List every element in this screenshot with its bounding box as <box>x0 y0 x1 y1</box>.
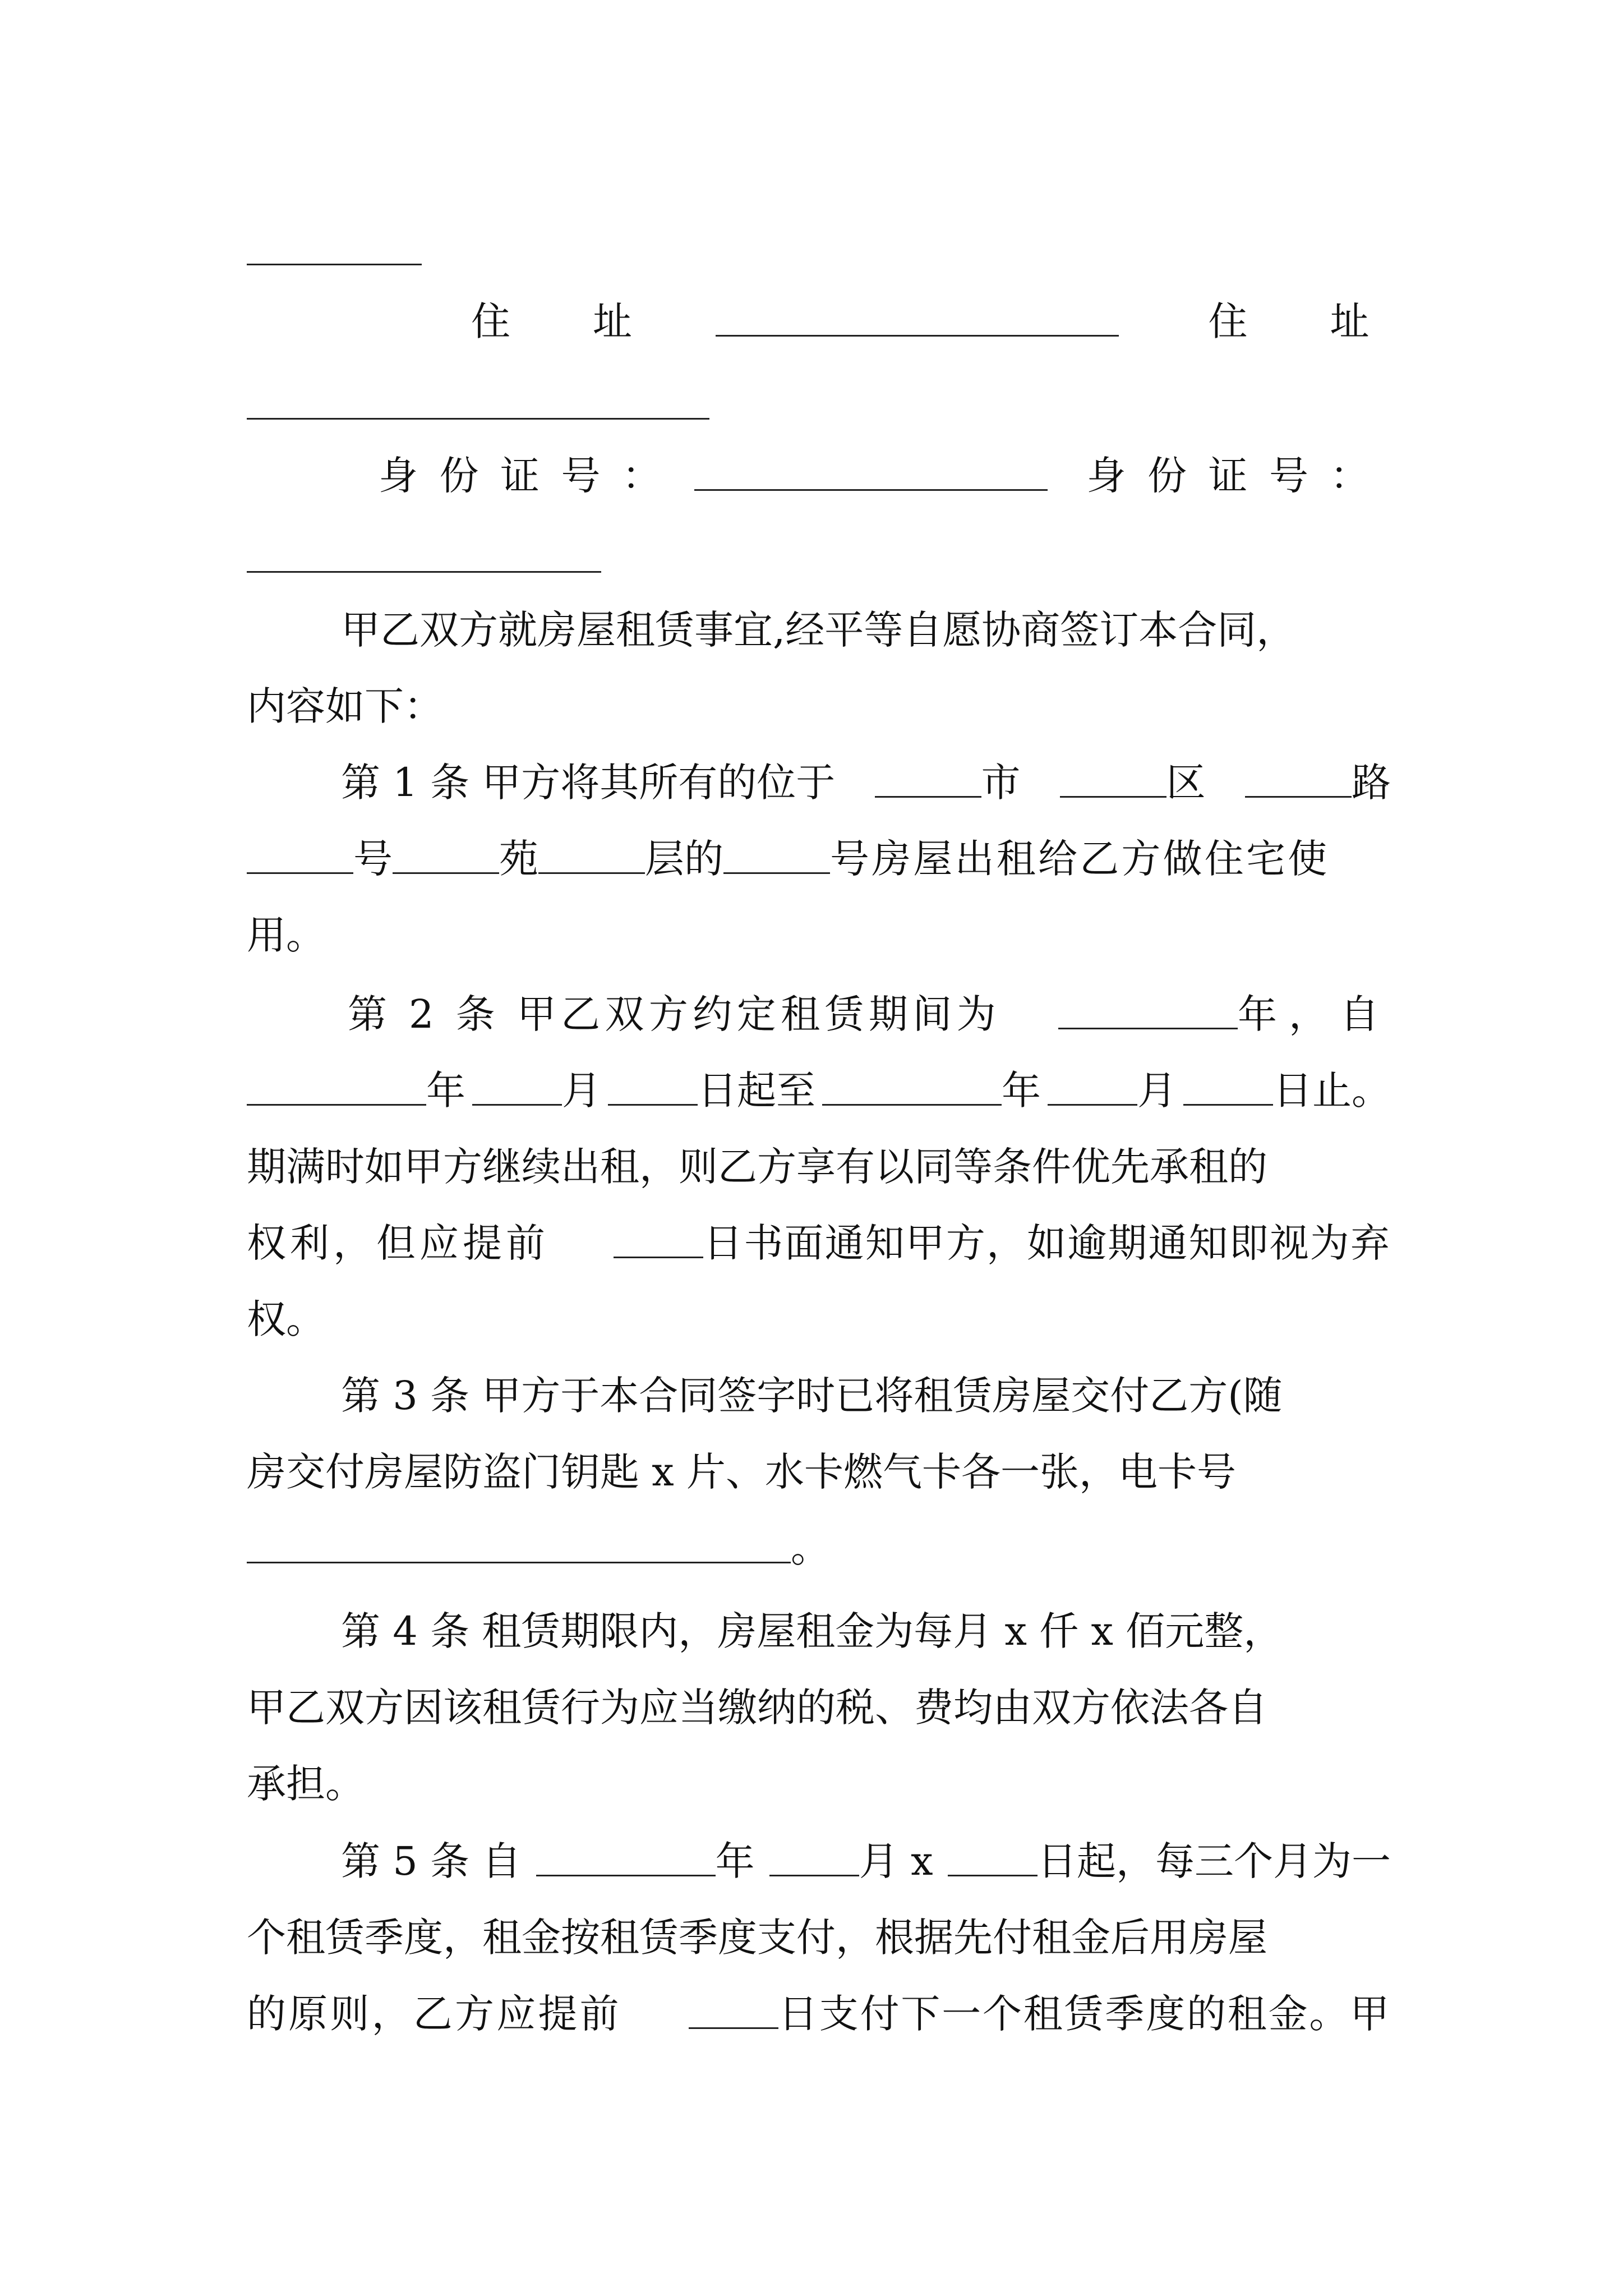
id-label-right: 身份证号： <box>1086 453 1391 499</box>
blank-pay-month <box>769 1875 859 1876</box>
blank-no <box>247 872 353 874</box>
art5-lead: 第 5 条 自 <box>341 1838 522 1884</box>
id-blank-left <box>694 489 1048 491</box>
blank-advance-days <box>689 2027 778 2029</box>
word-yuan: 苑 <box>499 836 538 882</box>
art2-line-5 <box>247 1281 1391 1358</box>
blank-meter-no <box>247 1562 791 1563</box>
blank-start-month <box>472 1104 562 1106</box>
art4-text-3: 承担。 <box>247 1761 365 1807</box>
blank-pay-year <box>536 1875 716 1876</box>
word-day-to: 日止。 <box>1273 1068 1391 1114</box>
address-label-right: 住 址 <box>1208 298 1391 344</box>
id-row <box>379 438 1391 514</box>
blank-pay-day <box>948 1875 1038 1876</box>
art2-text-5: 权。 <box>247 1296 325 1342</box>
blank-district <box>1060 796 1166 798</box>
art2-text-4a: 权利，但应提前 <box>247 1220 549 1266</box>
word-no: 号 <box>353 836 393 882</box>
art5-text-2: 个租赁季度，租金按租赁季度支付，根据先付租金后用房屋 <box>247 1915 1267 1961</box>
art2-text-4b: 日书面通知甲方，如逾期通知即视为弃 <box>703 1220 1391 1266</box>
word-year: 年 <box>715 1838 755 1884</box>
art5-text-3a: 的原则，乙方应提前 <box>247 1991 621 2037</box>
art4-text-1: 第 4 条 租赁期限内，房屋租金为每月 x 仟 x 佰元整， <box>341 1608 1283 1654</box>
address-blank-left <box>716 335 1119 337</box>
blank-end-day <box>1183 1104 1273 1106</box>
art4-line-2 <box>247 1669 1391 1746</box>
blank-floor <box>538 872 645 874</box>
blank-yuan <box>393 872 499 874</box>
art5-line-1 <box>341 1823 1391 1899</box>
word-year: 年 <box>426 1068 465 1114</box>
blank-room <box>723 872 830 874</box>
blank-end-year <box>822 1104 1002 1106</box>
word-district: 区 <box>1166 760 1206 806</box>
blank-notice-days <box>614 1257 703 1258</box>
word-day-from: 日起至 <box>698 1068 815 1114</box>
blank-line <box>247 264 422 265</box>
id-label-left: 身份证号： <box>379 453 683 499</box>
word-day: 日起，每三个月为一 <box>1037 1838 1391 1884</box>
art3-line-3 <box>247 1510 1391 1586</box>
art5-text-3b: 日支付下一个租赁季度的租金。甲 <box>778 1991 1391 2037</box>
art5-line-2 <box>247 1899 1391 1976</box>
art3-line-1 <box>341 1358 1391 1434</box>
blank-line <box>247 418 709 420</box>
art2-line-1 <box>348 976 1391 1052</box>
word-city: 市 <box>981 760 1021 806</box>
art5-line-3 <box>247 1976 1391 2052</box>
blank-start-day <box>608 1104 698 1106</box>
art1-line-1 <box>341 744 1391 821</box>
intro-text-2: 内容如下： <box>247 683 443 729</box>
art3-text-2: 房交付房屋防盗门钥匙 x 片、水卡燃气卡各一张，电卡号 <box>247 1449 1236 1495</box>
art4-line-3 <box>247 1746 1391 1822</box>
art2-lead: 第 2 条 甲乙双方约定租赁期间为 <box>348 991 1001 1037</box>
address-row <box>471 283 1391 360</box>
art1-line-3 <box>247 897 1391 973</box>
address-label-left: 住 址 <box>471 298 654 344</box>
blank-years <box>1058 1028 1238 1029</box>
art2-text-3: 期满时如甲方继续出租，则乙方享有以同等条件优先承租的 <box>247 1144 1267 1190</box>
word-year: 年 <box>1002 1068 1041 1114</box>
art1-end: 用。 <box>247 912 325 958</box>
blank-start-year <box>247 1104 426 1106</box>
word-year-from: 年，自 <box>1238 991 1391 1037</box>
art3-end: 。 <box>791 1525 830 1571</box>
art4-text-2: 甲乙双方因该租赁行为应当缴纳的税、费均由双方依法各自 <box>247 1685 1267 1731</box>
art1-lead: 第 1 条 甲方将其所有的位于 <box>341 760 836 806</box>
blank-city <box>875 796 981 798</box>
art2-line-4 <box>247 1205 1391 1281</box>
art3-text-1: 第 3 条 甲方于本合同签字时已将租赁房屋交付乙方(随 <box>341 1373 1283 1419</box>
word-month-x: 月 x <box>859 1838 933 1884</box>
intro-line-2 <box>247 668 1391 744</box>
word-road: 路 <box>1352 760 1391 806</box>
intro-line-1 <box>341 592 1391 668</box>
art2-line-3 <box>247 1129 1391 1205</box>
blank-end-month <box>1048 1104 1137 1106</box>
art1-tail: 号房屋出租给乙方做住宅使 <box>830 836 1330 882</box>
intro-text-1: 甲乙双方就房屋租赁事宜,经平等自愿协商签订本合同， <box>341 607 1296 653</box>
blank-line <box>247 571 601 573</box>
art4-line-1 <box>341 1593 1391 1669</box>
blank-road <box>1245 796 1352 798</box>
art3-line-2 <box>247 1434 1391 1510</box>
word-month: 月 <box>562 1068 601 1114</box>
art2-line-2 <box>247 1052 1391 1129</box>
word-floor: 层的 <box>645 836 723 882</box>
art1-line-2 <box>247 821 1391 897</box>
word-month: 月 <box>1137 1068 1177 1114</box>
